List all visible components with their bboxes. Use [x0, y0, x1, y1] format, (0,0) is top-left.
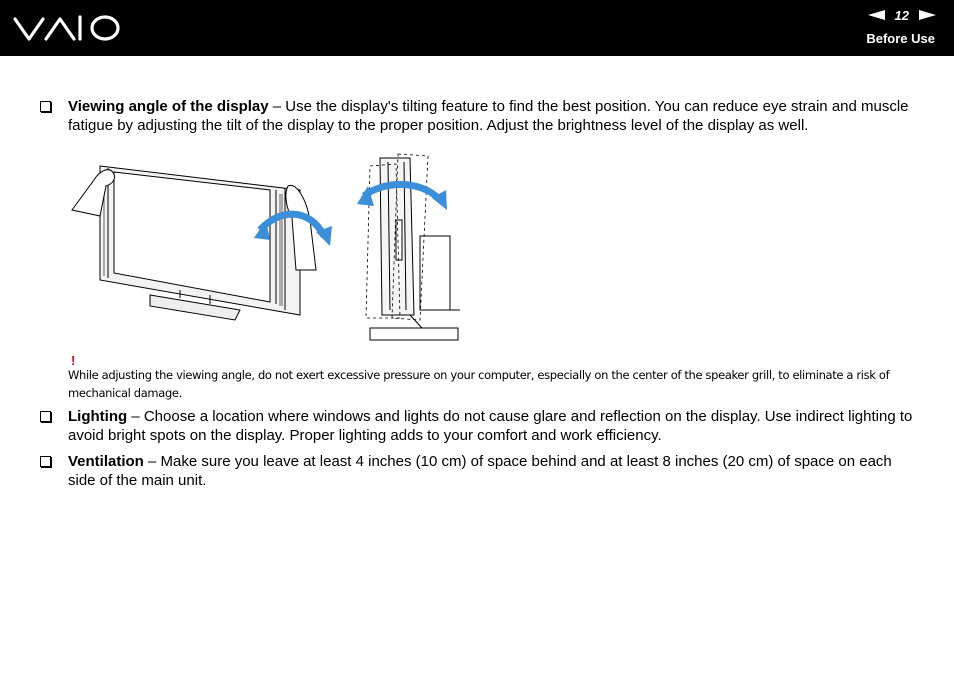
page-header: [0, 0, 954, 56]
list-item-title: Viewing angle of the display: [68, 98, 269, 115]
checkbox-bullet-icon: [40, 411, 51, 422]
list-item-title: Lighting: [68, 408, 128, 425]
list-item-body: – Choose a location where windows and lights do not cause glare and reflection on the display. Use indirect lighting to avoid bright spots on the display. Proper lighting adds to your comfort and work efficiency.: [68, 408, 913, 444]
list-item-body: – Use the display's tilting feature to find the best position. You can reduce eye strain and muscle fatigue by adjusting the tilt of the display to the proper position. Adjust the brightness level of the display as well.: [68, 98, 909, 134]
previous-page-icon[interactable]: [868, 10, 885, 20]
display-tilt-illustration: [70, 150, 470, 351]
next-page-icon[interactable]: [919, 10, 936, 20]
page-number: 12: [894, 7, 909, 23]
list-item-text: [68, 97, 920, 135]
list-item: [40, 97, 920, 135]
warning-mark: !: [71, 353, 76, 368]
page-navigation: [868, 7, 936, 23]
list-item-text: [68, 452, 920, 490]
list-item-title: Ventilation: [68, 453, 144, 470]
checkbox-bullet-icon: [40, 101, 51, 112]
list-item: [40, 407, 920, 445]
checkbox-bullet-icon: [40, 456, 51, 467]
list-item: [40, 452, 920, 490]
list-item-body: – Make sure you leave at least 4 inches (10 cm) of space behind and at least 8 inches (20 cm) of space on each side of the main unit.: [68, 453, 892, 489]
warning-text: While adjusting the viewing angle, do not exert excessive pressure on your computer, especially on the center of the speaker grill, to eliminate a risk of mechanical damage.: [68, 368, 890, 400]
vaio-logo: [13, 13, 123, 48]
list-item-text: [68, 407, 920, 445]
section-title: Before Use: [866, 31, 935, 46]
